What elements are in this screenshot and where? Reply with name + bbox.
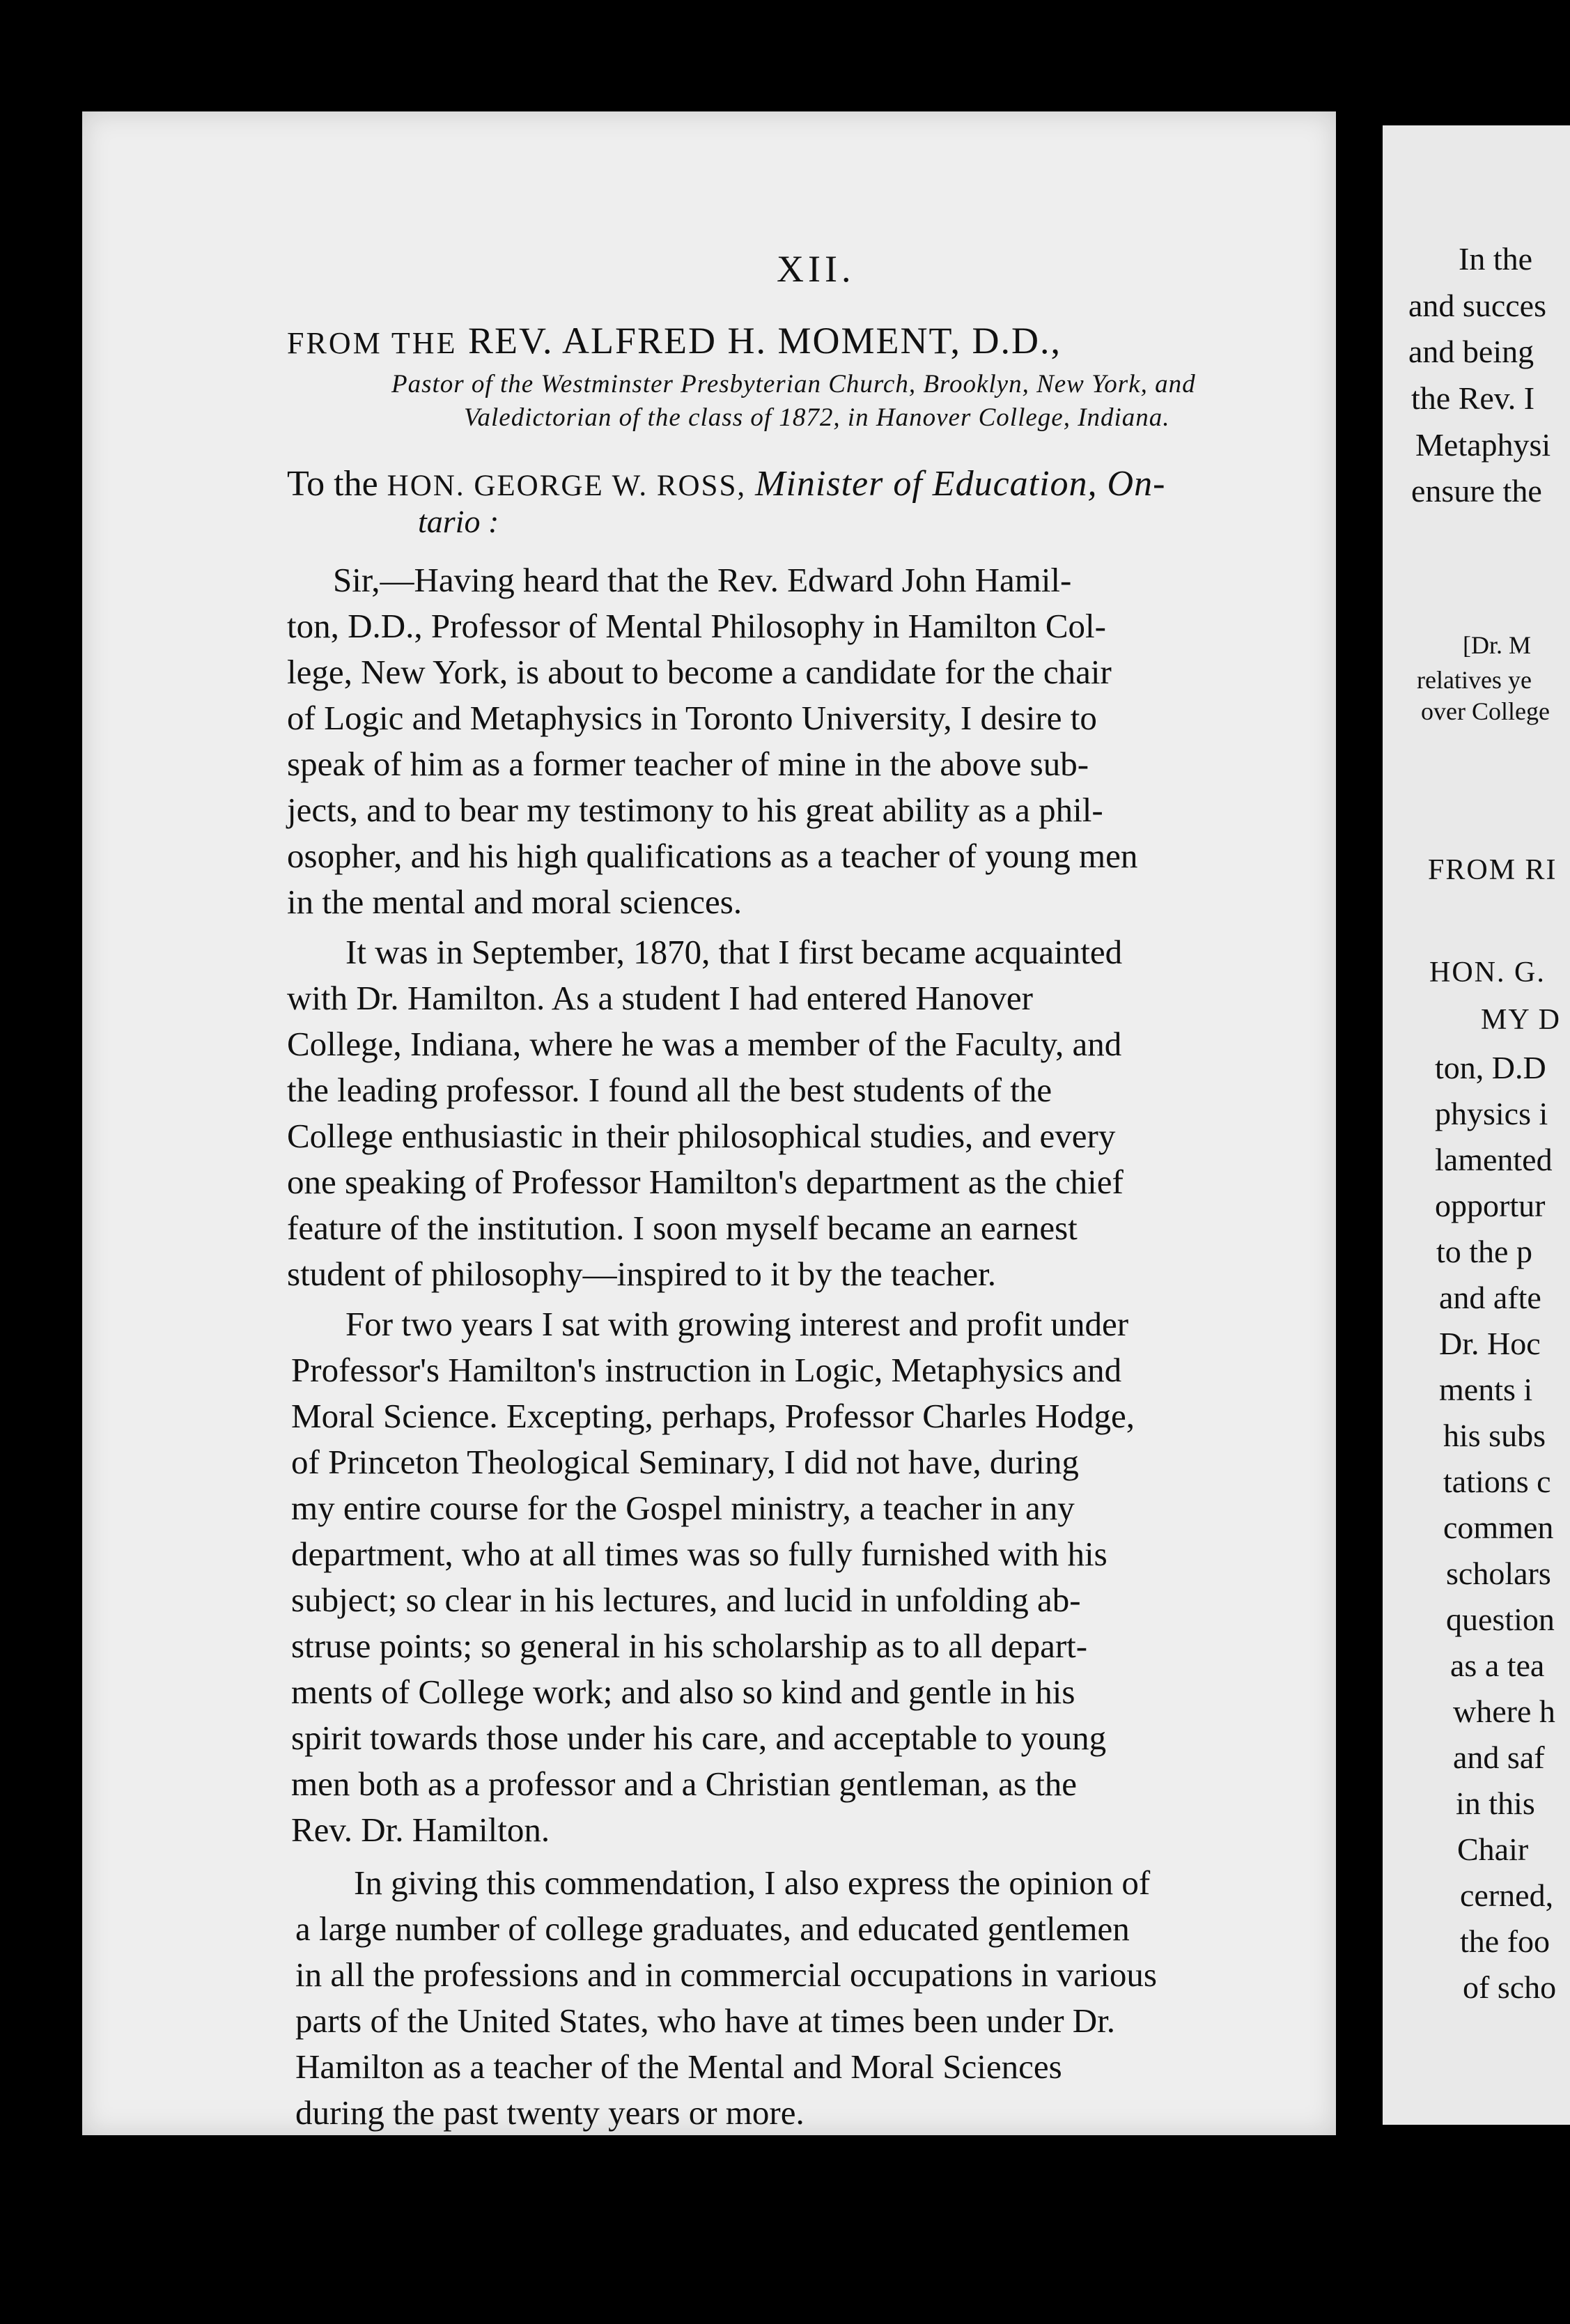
body-line: College, Indiana, where he was a member of the Faculty, and — [287, 1025, 1122, 1063]
body-line: Hamilton as a teacher of the Mental and Moral Sciences — [295, 2047, 1062, 2086]
right-line: Metaphysi — [1415, 427, 1551, 463]
body-line: spirit towards those under his care, and acceptable to young — [291, 1719, 1107, 1757]
body-line: of Logic and Metaphysics in Toronto University, I desire to — [287, 699, 1097, 737]
body-line: jects, and to bear my testimony to his great ability as a phil- — [287, 791, 1103, 829]
body-line: of Princeton Theological Seminary, I did not have, during — [291, 1443, 1079, 1481]
right-line: question — [1446, 1602, 1555, 1637]
body-line: struse points; so general in his scholarship as to all depart- — [291, 1627, 1088, 1665]
right-line: and succes — [1408, 288, 1546, 323]
right-address: HON. G. — [1429, 956, 1546, 989]
right-line: ensure the — [1411, 473, 1542, 509]
right-line: ments i — [1439, 1372, 1533, 1407]
body-line: ments of College work; and also so kind and gentle in his — [291, 1673, 1075, 1711]
body-line: feature of the institution. I soon myself became an earnest — [287, 1209, 1078, 1247]
right-line: lamented — [1435, 1142, 1553, 1177]
body-line: Rev. Dr. Hamilton. — [291, 1811, 550, 1849]
right-line: as a tea — [1450, 1648, 1545, 1683]
right-line: and being — [1408, 334, 1534, 369]
body-line: in all the professions and in commercial occupations in various — [295, 1955, 1157, 1994]
body-line: lege, New York, is about to become a candidate for the chair — [287, 653, 1112, 691]
right-line: MY D — [1481, 1004, 1561, 1036]
from-prefix: FROM THE — [287, 326, 458, 360]
right-line: and saf — [1453, 1740, 1545, 1775]
address-title-continued: tario : — [418, 504, 499, 539]
salutation-address — [287, 463, 1165, 504]
right-line: and afte — [1439, 1280, 1541, 1315]
right-note-line: [Dr. M — [1463, 631, 1531, 659]
author-name: REV. ALFRED H. MOMENT, D.D., — [467, 320, 1062, 362]
right-line: commen — [1443, 1510, 1554, 1545]
body-line: ton, D.D., Professor of Mental Philosophy in Hamilton Col- — [287, 607, 1106, 645]
body-line: subject; so clear in his lectures, and lucid in unfolding ab- — [291, 1581, 1081, 1619]
body-line: speak of him as a former teacher of mine in the above sub- — [287, 745, 1089, 783]
body-line: It was in September, 1870, that I first became acquainted — [345, 933, 1123, 971]
body-line: In giving this commendation, I also express the opinion of — [354, 1864, 1151, 1902]
right-line: opportur — [1435, 1188, 1546, 1223]
right-line: to the p — [1436, 1234, 1532, 1269]
right-line: his subs — [1443, 1418, 1546, 1453]
right-line: the foo — [1460, 1923, 1550, 1959]
author-credentials-line-2: Valedictorian of the class of 1872, in Hanover College, Indiana. — [464, 403, 1170, 432]
letter-author-heading — [287, 319, 1062, 362]
right-line: physics i — [1435, 1096, 1548, 1131]
body-line: parts of the United States, who have at times been under Dr. — [295, 2001, 1116, 2040]
body-line: with Dr. Hamilton. As a student I had entered Hanover — [287, 979, 1033, 1017]
body-line: men both as a professor and a Christian gentleman, as the — [291, 1765, 1078, 1803]
body-line: during the past twenty years or more. — [295, 2093, 805, 2132]
right-line: scholars — [1446, 1556, 1551, 1591]
body-line: in the mental and moral sciences. — [287, 883, 743, 921]
body-line: Professor's Hamilton's instruction in Logic, Metaphysics and — [291, 1351, 1122, 1389]
right-line: where h — [1453, 1694, 1555, 1729]
body-line: osopher, and his high qualifications as a teacher of young men — [287, 837, 1138, 875]
right-note-line: over College — [1421, 697, 1550, 725]
address-title: Minister of Education, On- — [755, 464, 1166, 504]
address-to: To the — [287, 464, 378, 504]
right-note-line: relatives ye — [1417, 666, 1532, 694]
body-line: my entire course for the Gospel ministry, a teacher in any — [291, 1489, 1075, 1527]
right-line: of scho — [1463, 1969, 1557, 2005]
right-line: in this — [1456, 1785, 1535, 1821]
body-line: Sir,—Having heard that the Rev. Edward John Hamil- — [333, 561, 1072, 599]
right-line: cerned, — [1460, 1877, 1554, 1913]
right-line: ton, D.D — [1435, 1050, 1546, 1085]
right-line: Chair — [1457, 1831, 1529, 1867]
address-name: HON. GEORGE W. ROSS, — [387, 470, 747, 502]
body-line: student of philosophy—inspired to it by the teacher. — [287, 1255, 996, 1293]
body-line: For two years I sat with growing interest and profit under — [345, 1305, 1129, 1343]
author-credentials-line-1: Pastor of the Westminster Presbyterian Church, Brooklyn, New York, and — [391, 370, 1196, 398]
right-line: Dr. Hoc — [1439, 1326, 1541, 1361]
right-line: the Rev. I — [1411, 380, 1535, 416]
body-line: the leading professor. I found all the best students of the — [287, 1071, 1052, 1109]
right-line: tations c — [1443, 1464, 1551, 1499]
body-line: a large number of college graduates, and educated gentlemen — [295, 1909, 1130, 1948]
right-line: In the — [1459, 241, 1533, 277]
right-from-heading: FROM RI — [1428, 854, 1557, 886]
section-number: XII. — [777, 248, 855, 290]
body-line: Moral Science. Excepting, perhaps, Professor Charles Hodge, — [291, 1397, 1135, 1435]
body-line: one speaking of Professor Hamilton's department as the chief — [287, 1163, 1124, 1201]
body-line: College enthusiastic in their philosophical studies, and every — [287, 1117, 1116, 1155]
body-line: department, who at all times was so fully furnished with his — [291, 1535, 1107, 1573]
